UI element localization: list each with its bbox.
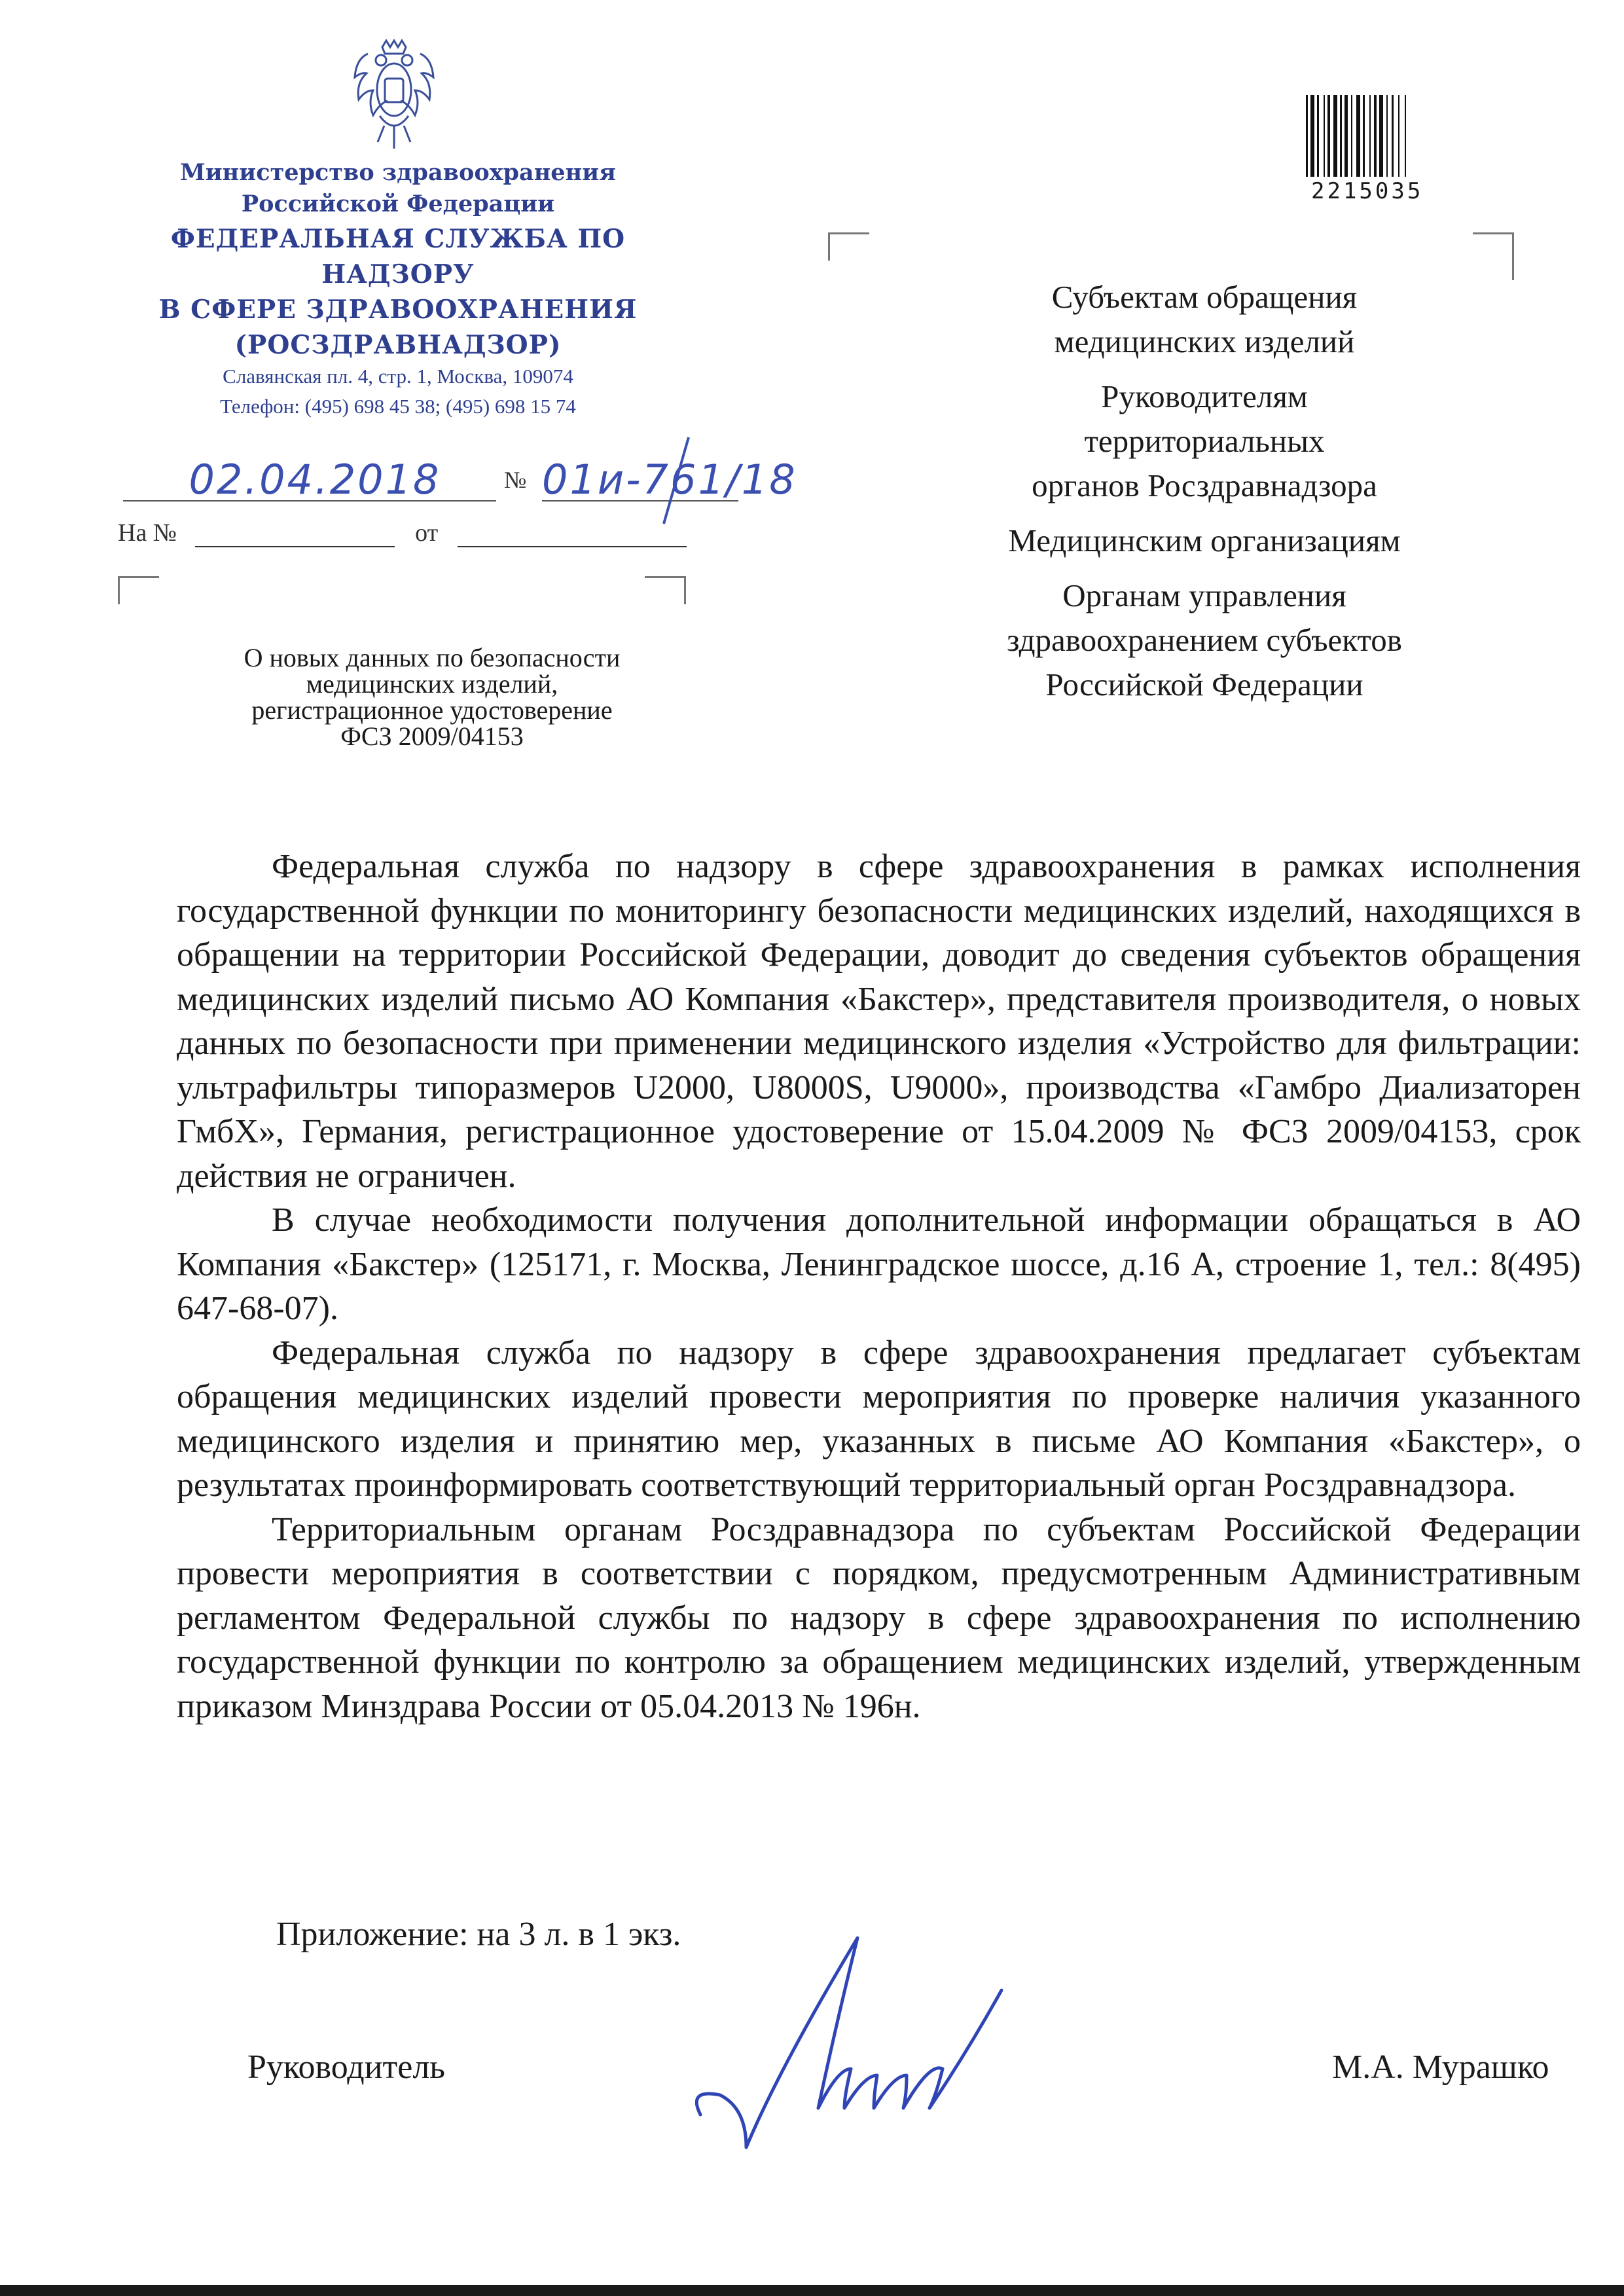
addressee <box>910 574 1499 707</box>
handwritten-slash-mark <box>660 435 693 526</box>
barcode-bar <box>1363 95 1365 177</box>
service-name <box>118 221 678 363</box>
ministry-name <box>118 157 678 220</box>
letter-subject <box>170 645 694 750</box>
number-underline <box>542 500 738 501</box>
ministry-line: Министерство здравоохранения <box>179 159 617 186</box>
barcode-bar <box>1356 95 1360 177</box>
addressee-line: Субъектам обращения <box>1051 279 1358 315</box>
corner-mark <box>118 576 159 604</box>
corner-mark <box>828 232 869 261</box>
bottom-border <box>0 2285 1624 2296</box>
service-address <box>118 361 678 422</box>
barcode-bar <box>1306 95 1308 177</box>
barcode-number: 2215035 <box>1311 178 1424 204</box>
addressee-line: Руководителям <box>1101 378 1308 414</box>
body-paragraph: Федеральная служба по надзору в сфере здравоохранения в рамках исполнения государственной функции по мониторингу безопасности медицинских изделий, находящихся в обращении на территории Российской Федерации, доводит до сведения субъектов обращения медицинских изделий письмо АО Компания «Бакстер», представителя производителя, о новых данных по безопасности при применении медицинского изделия «Устройство для фильтрации: ультрафильтры типоразмеров U2000, U8000S, U9000», производства «Гамбро Диализаторен ГмбХ», Германия, регистрационное удостоверение от 15.04.2009 № ФСЗ 2009/04153, срок действия не ограничен. <box>177 848 1581 1195</box>
barcode-bar <box>1351 95 1352 177</box>
barcode-bar <box>1392 95 1394 177</box>
registration-number: 01и-761/18 <box>542 456 797 503</box>
signature-icon <box>674 1918 1080 2167</box>
corner-mark <box>645 576 686 604</box>
addressee <box>910 275 1499 364</box>
barcode-bar <box>1324 95 1325 177</box>
body-paragraph: В случае необходимости получения дополнительной информации обращаться в АО Компания «Бакстер» (125171, г. Москва, Ленинградское шоссе, д.16 А, строение 1, тел.: 8(495) 647-68-07). <box>177 1201 1581 1327</box>
addressee <box>910 374 1499 508</box>
addressee-block <box>910 275 1499 718</box>
registration-date: 02.04.2018 <box>189 456 441 503</box>
barcode-bar <box>1398 95 1399 177</box>
number-label: № <box>504 467 527 493</box>
addressee-line: медицинских изделий <box>1054 323 1355 359</box>
addressee-line: территориальных <box>1084 423 1325 459</box>
ref-number-blank <box>195 524 395 547</box>
ref-from-label: от <box>415 519 439 547</box>
signer-name: М.А. Мурашко <box>1332 2049 1549 2086</box>
barcode-bar <box>1340 95 1342 177</box>
barcode-bar <box>1333 95 1337 177</box>
addressee-line: Медицинским организациям <box>1008 522 1401 558</box>
phone-line: Телефон: (495) 698 45 38; (495) 698 15 74 <box>220 395 576 418</box>
service-line: ФЕДЕРАЛЬНАЯ СЛУЖБА ПО НАДЗОРУ <box>170 224 626 289</box>
subject-line: медицинских изделий, <box>306 669 558 699</box>
letter-body <box>177 845 1581 1728</box>
barcode-bar <box>1379 95 1383 177</box>
ref-date-blank <box>458 524 687 547</box>
addressee-line: здравоохранением субъектов <box>1007 622 1402 658</box>
address-line: Славянская пл. 4, стр. 1, Москва, 109074 <box>223 365 573 388</box>
signer-title: Руководитель <box>247 2049 445 2086</box>
corner-mark <box>1473 232 1514 280</box>
barcode <box>1306 95 1470 177</box>
barcode-bar <box>1405 95 1406 177</box>
body-paragraph: Территориальным органам Росздравнадзора по субъектам Российской Федерации провести мероприятия в соответствии с порядком, предусмотренным Административным регламентом Федеральной службы по надзору в сфере здравоохранения по исполнению государственной функции по контролю за обращением медицинских изделий, утвержденным приказом Минздрава России от 05.04.2013 № 196н. <box>177 1510 1581 1725</box>
service-line: (РОСЗДРАВНАДЗОР) <box>234 330 562 360</box>
coat-of-arms-icon <box>348 27 440 158</box>
subject-line: ФСЗ 2009/04153 <box>340 721 524 751</box>
registration-line <box>118 452 797 511</box>
barcode-bar <box>1327 95 1330 177</box>
body-paragraph: Федеральная служба по надзору в сфере здравоохранения предлагает субъектам обращения медицинских изделий провести мероприятия по проверке наличия указанного медицинского изделия и принятию мер, указанных в письме АО Компания «Бакстер», о результатах проинформировать соответствующий территориальный орган Росздравнадзора. <box>177 1334 1581 1504</box>
addressee-line: Органам управления <box>1062 577 1346 613</box>
appendix-note: Приложение: на 3 л. в 1 экз. <box>276 1916 681 1953</box>
addressee <box>910 519 1499 563</box>
barcode-bar <box>1310 95 1314 177</box>
barcode-bar <box>1344 95 1348 177</box>
addressee-line: органов Росздравнадзора <box>1032 467 1377 503</box>
reference-line <box>118 519 707 547</box>
ref-number-label: На № <box>118 519 177 547</box>
ministry-line: Российской Федерации <box>241 191 555 217</box>
barcode-bar <box>1386 95 1388 177</box>
barcode-bar <box>1369 95 1371 177</box>
subject-line: регистрационное удостоверение <box>251 695 613 725</box>
date-underline <box>123 500 496 501</box>
barcode-bar <box>1317 95 1319 177</box>
addressee-line: Российской Федерации <box>1045 666 1363 702</box>
subject-line: О новых данных по безопасности <box>244 643 621 672</box>
barcode-bar <box>1374 95 1377 177</box>
service-line: В СФЕРЕ ЗДРАВООХРАНЕНИЯ <box>158 295 638 325</box>
